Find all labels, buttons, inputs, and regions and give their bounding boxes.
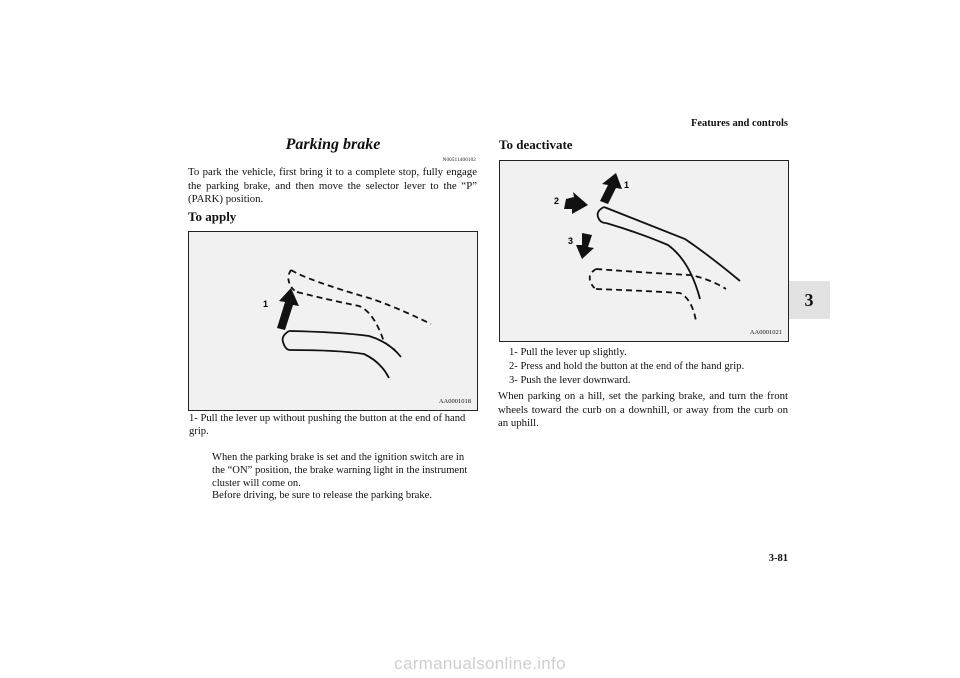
reference-code: N00511400102 xyxy=(442,158,476,163)
item-number: 3- xyxy=(509,375,518,386)
page-title: Parking brake xyxy=(285,136,381,153)
arrow-up-icon xyxy=(277,288,299,330)
parking-brake-release-illustration xyxy=(500,161,788,341)
item-number: 1- xyxy=(509,347,518,358)
release-note: Before driving, be sure to release the parking brake. xyxy=(212,490,433,501)
item-number: 2- xyxy=(509,361,518,372)
deactivate-figure xyxy=(499,160,789,342)
parking-brake-lever-illustration xyxy=(189,232,477,410)
section-title: Features and controls xyxy=(690,118,788,129)
figure-code: AA0001018 xyxy=(438,398,471,405)
item-text: Pull the lever up slightly. xyxy=(520,347,627,358)
list-item xyxy=(509,374,789,387)
figure-label: 2 xyxy=(554,196,560,206)
item-text: Push the lever downward. xyxy=(520,375,631,386)
figure-label: 3 xyxy=(568,236,574,246)
arrow-right-icon xyxy=(564,192,588,214)
arrow-down-icon xyxy=(576,233,594,259)
list-item xyxy=(189,412,477,438)
figure-code: AA0001021 xyxy=(749,329,782,336)
warning-note: When the parking brake is set and the ignition switch are in the “ON” position, the brake warning light in the instrument cluster will come on. xyxy=(212,452,468,489)
list-item xyxy=(509,360,789,373)
item-text: Press and hold the button at the end of the hand grip. xyxy=(520,361,745,372)
page-number: 3-81 xyxy=(768,553,788,564)
intro-paragraph: To park the vehicle, first bring it to a complete stop, fully engage the parking brake, and then move the selector lever to the “P” (PARK) position. xyxy=(188,166,477,206)
chapter-tab: 3 xyxy=(788,281,830,319)
list-item xyxy=(509,346,789,359)
hill-parking-paragraph: When parking on a hill, set the parking brake, and turn the front wheels toward the curb on a downhill, or away from the curb on an uphill. xyxy=(498,390,788,430)
item-number: 1- xyxy=(189,413,198,424)
item-text: Pull the lever up without pushing the button at the end of hand grip. xyxy=(189,413,466,437)
figure-label: 1 xyxy=(263,299,269,309)
arrow-up-icon xyxy=(600,173,622,204)
watermark: carmanualsonline.info xyxy=(394,654,566,673)
deactivate-heading: To deactivate xyxy=(499,137,573,152)
figure-label: 1 xyxy=(624,180,630,190)
apply-figure xyxy=(188,231,478,411)
apply-heading: To apply xyxy=(188,209,237,224)
